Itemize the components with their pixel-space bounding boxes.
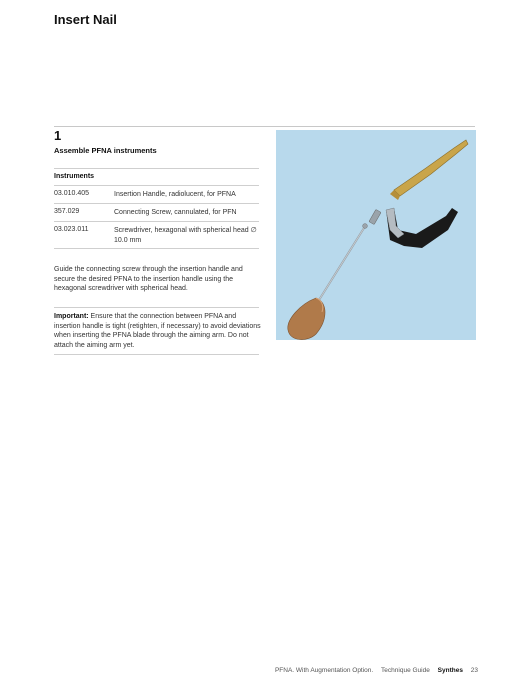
top-divider — [54, 126, 475, 127]
guide-paragraph: Guide the connecting screw through the insertion handle and secure the desired PFNA to the insertion handle using the hexagonal screwdriver with spherical head. — [54, 266, 243, 292]
instrument-description: Insertion Handle, radiolucent, for PFNA — [114, 191, 236, 198]
table-divider — [54, 168, 259, 169]
page-number: 23 — [470, 667, 478, 674]
screwdriver-handle — [288, 298, 325, 340]
footer-brand: Synthes — [437, 667, 463, 674]
important-label: Important: — [54, 313, 89, 320]
table-divider — [54, 203, 259, 204]
table-divider — [54, 185, 259, 186]
section-divider — [54, 354, 259, 355]
footer-doc-title: PFNA. With Augmentation Option. — [274, 667, 374, 674]
footer-guide: Technique Guide — [381, 667, 430, 674]
section-divider — [54, 307, 259, 308]
page-footer — [269, 667, 478, 674]
instrument-illustration — [276, 130, 476, 340]
important-text: Ensure that the connection between PFNA and insertion handle is tight (retighten, if necessary) to avoid deviations when inserting the PFNA blade through the aiming arm. Do not attach the aiming arm yet. — [54, 313, 261, 349]
nail-shape — [394, 140, 468, 196]
instruments-header: Instruments — [54, 173, 95, 180]
instrument-code: 03.010.405 — [54, 190, 90, 197]
step-number: 1 — [54, 128, 62, 143]
instrument-description: Screwdriver, hexagonal with spherical head ∅ 10.0 mm — [114, 227, 257, 244]
instrument-code: 357.029 — [54, 208, 80, 215]
table-divider — [54, 221, 259, 222]
important-paragraph — [54, 312, 264, 350]
instrument-code: 03.023.011 — [54, 226, 89, 233]
page-title: Insert Nail — [54, 12, 117, 27]
connecting-screw — [369, 209, 381, 224]
instrument-description: Connecting Screw, cannulated, for PFN — [114, 209, 237, 216]
step-title: Assemble PFNA instruments — [54, 146, 157, 155]
table-divider — [54, 248, 259, 249]
